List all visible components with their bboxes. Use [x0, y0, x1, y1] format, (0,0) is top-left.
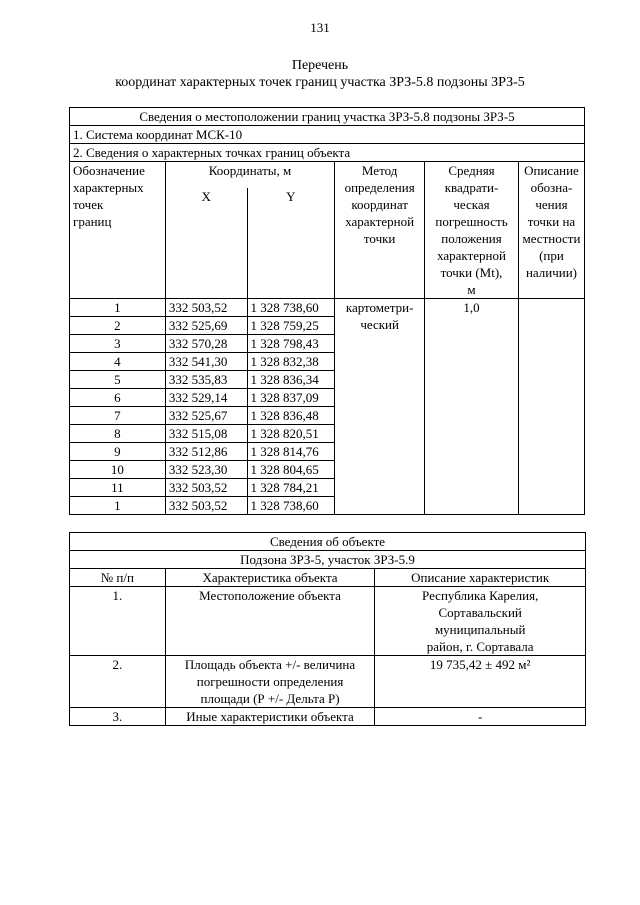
y-coordinate-cell: 1 328 784,21 [247, 479, 335, 497]
object-info-table [69, 532, 586, 726]
description-cell [518, 299, 584, 515]
points-section-row: 2. Сведения о характерных точках границ объекта [70, 144, 585, 162]
error-cell: 1,0 [425, 299, 519, 515]
coordinates-header: Координаты, м [165, 162, 334, 189]
table-row [70, 587, 586, 656]
row-number-cell: 1. [70, 587, 166, 656]
point-number-cell: 2 [70, 317, 166, 335]
point-number-cell: 9 [70, 443, 166, 461]
y-coordinate-cell: 1 328 738,60 [247, 299, 335, 317]
point-number-cell: 4 [70, 353, 166, 371]
error-header: Средняя квадрати- ческая погрешность положения характерной точки (Mt), м [425, 162, 519, 299]
y-coordinate-cell: 1 328 820,51 [247, 425, 335, 443]
y-coordinate-cell: 1 328 832,38 [247, 353, 335, 371]
row-number-cell: 3. [70, 708, 166, 726]
y-coordinate-cell: 1 328 836,48 [247, 407, 335, 425]
x-coordinate-cell: 332 503,52 [165, 299, 247, 317]
table-row [70, 708, 586, 726]
method-cell: картометри- ческий [335, 299, 425, 515]
method-header: Метод определения координат характерной точки [335, 162, 425, 299]
table-row [70, 299, 585, 317]
table1-caption: Сведения о местоположении границ участка ЗРЗ-5.8 подзоны ЗРЗ-5 [70, 108, 585, 126]
x-coordinate-cell: 332 515,08 [165, 425, 247, 443]
characteristic-cell: Иные характеристики объекта [165, 708, 375, 726]
x-coordinate-cell: 332 525,67 [165, 407, 247, 425]
boundary-points-table [69, 107, 585, 515]
title-line-1: Перечень [291, 58, 349, 73]
characteristic-cell: Местоположение объекта [165, 587, 375, 656]
y-coordinate-cell: 1 328 836,34 [247, 371, 335, 389]
number-header: № п/п [70, 569, 166, 587]
point-number-cell: 7 [70, 407, 166, 425]
document-title [0, 57, 640, 91]
point-number-cell: 3 [70, 335, 166, 353]
description-header: Описание обозна- чения точки на местности (при наличии) [518, 162, 584, 299]
y-coordinate-cell: 1 328 759,25 [247, 317, 335, 335]
y-header: Y [247, 188, 335, 299]
x-coordinate-cell: 332 570,28 [165, 335, 247, 353]
x-coordinate-cell: 332 541,30 [165, 353, 247, 371]
point-number-cell: 10 [70, 461, 166, 479]
point-number-cell: 8 [70, 425, 166, 443]
coordinate-system-row: 1. Система координат МСК-10 [70, 126, 585, 144]
characteristic-header: Характеристика объекта [165, 569, 375, 587]
x-coordinate-cell: 332 529,14 [165, 389, 247, 407]
x-coordinate-cell: 332 503,52 [165, 497, 247, 515]
point-number-cell: 1 [70, 497, 166, 515]
title-line-2: координат характерных точек границ участка ЗРЗ-5.8 подзоны ЗРЗ-5 [115, 75, 525, 90]
characteristic-description-cell: Республика Карелия, Сортавальский муниципальный район, г. Сортавала [375, 587, 586, 656]
table2-subcaption: Подзона ЗРЗ-5, участок ЗРЗ-5.9 [70, 551, 586, 569]
y-coordinate-cell: 1 328 814,76 [247, 443, 335, 461]
x-coordinate-cell: 332 525,69 [165, 317, 247, 335]
characteristic-description-header: Описание характеристик [375, 569, 586, 587]
characteristic-description-cell: - [375, 708, 586, 726]
characteristic-cell: Площадь объекта +/- величина погрешности определения площади (Р +/- Дельта Р) [165, 656, 375, 708]
x-header: X [165, 188, 247, 299]
page-number: 131 [310, 20, 330, 35]
point-header: Обозначение характерных точек границ [70, 162, 166, 299]
point-number-cell: 11 [70, 479, 166, 497]
point-number-cell: 6 [70, 389, 166, 407]
x-coordinate-cell: 332 535,83 [165, 371, 247, 389]
y-coordinate-cell: 1 328 798,43 [247, 335, 335, 353]
x-coordinate-cell: 332 503,52 [165, 479, 247, 497]
x-coordinate-cell: 332 523,30 [165, 461, 247, 479]
y-coordinate-cell: 1 328 804,65 [247, 461, 335, 479]
y-coordinate-cell: 1 328 738,60 [247, 497, 335, 515]
characteristic-description-cell: 19 735,42 ± 492 м² [375, 656, 586, 708]
point-number-cell: 5 [70, 371, 166, 389]
point-number-cell: 1 [70, 299, 166, 317]
x-coordinate-cell: 332 512,86 [165, 443, 247, 461]
table-row [70, 656, 586, 708]
table2-caption: Сведения об объекте [70, 533, 586, 551]
row-number-cell: 2. [70, 656, 166, 708]
y-coordinate-cell: 1 328 837,09 [247, 389, 335, 407]
